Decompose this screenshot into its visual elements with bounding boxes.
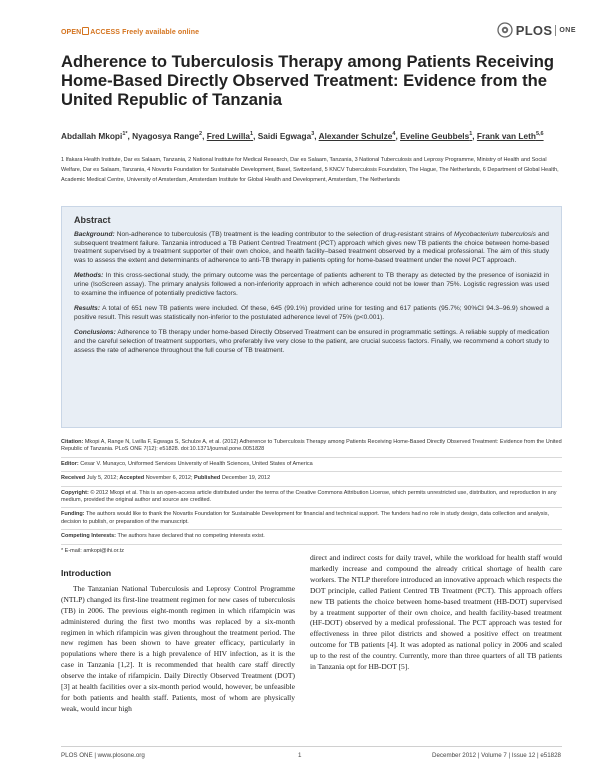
funding: Funding: The authors would like to thank the Novartis Foundation for Sustainable Development for financial and technical support. The funders had no role in study design, data collection and analysis, decision to publish, or preparation of the manuscript. xyxy=(61,508,562,530)
plos-one-logo xyxy=(497,22,576,38)
copyright: Copyright: © 2012 Mkopi et al. This is an open-access article distributed under the terms of the Creative Commons Attribution License, which permits unrestricted use, distribution, and reproduction in any medium, provided the original author and source are credited. xyxy=(61,487,562,509)
author-affiliation-mark: 5,6 xyxy=(535,131,544,137)
open-access-banner: OPEN ACCESS Freely available online xyxy=(61,29,200,36)
abstract-conclusions: Conclusions: Adherence to TB therapy under home-based Directly Observed Treatment can be ensured in programmatic settings. A reliable supply of medication and the careful selection of treatment supporters, who preferably live very close to the patient, are crucial success factors. Finally, we recommend a cohort study to assess the rate of adherence throughout the full course of TB treatment. xyxy=(74,329,550,354)
article-title: Adherence to Tuberculosis Therapy among Patients Receiving Home-Based Directly Observed Treatment: Evidence from the United Republic of Tanzania xyxy=(61,52,555,109)
article-metadata xyxy=(61,436,562,558)
author-name: Nyagosya Range$^2$ xyxy=(132,130,203,141)
abstract-methods: Methods: In this cross-sectional study, the primary outcome was the percentage of patients adherent to TB therapy as detected by the presence of isoniazid in urine (IsoScreen assay). The primary analysis followed a non-inferiority approach in which adherence could not be lower than 75%. Logistic regression was used to examine the influence of potentially predictive factors. xyxy=(74,272,549,297)
author-name[interactable]: Alexander Schulze$^4$ xyxy=(318,130,396,141)
abstract-results: Results: A total of 651 new TB patients were included. Of these, 645 (99.1%) provided urine for testing and 617 patients (95.7%; 90%CI 94.3–96.9) showed a positive result. This result was statistically non-inferior to the postulated adherence level of 75% (p<0.001). xyxy=(74,305,549,321)
author-name[interactable]: Fred Lwilla$^1$ xyxy=(206,130,254,141)
author-affiliation-mark: 4 xyxy=(392,131,396,137)
issue-info: December 2012 | Volume 7 | Issue 12 | e51828 xyxy=(432,752,561,759)
affiliations: 1 Ifakara Health Institute, Dar es Salaam, Tanzania, 2 National Institute for Medical Research, Dar es Salaam, Tanzania, 3 National Tuberculosis and Leprosy Programme, Ministry of Health and Social Welfare, Dar es Salaam, Tanzania, 4 Novartis Foundation for Sustainable Development, Basel, Switzerland, 5 KNCV Tuberculosis Foundation, The Hague, The Netherlands, 6 Department of Global Health, Academic Medical Centre, University of Amsterdam, Amsterdam Institute for Global Health and Development, Amsterdam, The Netherlands xyxy=(61,157,559,183)
author-name[interactable]: Frank van Leth$^{5,6}$ xyxy=(476,130,544,141)
dates: Received July 5, 2012; Accepted November 6, 2012; Published December 19, 2012 xyxy=(61,472,562,486)
one-wordmark: ONE xyxy=(559,26,576,34)
logo-divider xyxy=(555,25,556,36)
author-affiliation-mark: 2 xyxy=(199,131,203,137)
body-column-right xyxy=(310,553,562,673)
introduction-heading: Introduction xyxy=(61,568,112,578)
email-link[interactable]: amkopi@ihi.or.tz xyxy=(83,547,125,554)
plos-logo-icon xyxy=(497,22,513,38)
author-affiliation-mark: 1* xyxy=(122,131,128,137)
body-paragraph: The Tanzanian National Tuberculosis and Leprosy Control Programme (NTLP) changed its first-line treatment regimen for new cases of tuberculosis (TB) in 2006. The previous eight-month regimen in which rifampicin was administered during the first two months was replaced by a six-month regimen in which rifampicin was given throughout the treatment period. The new regimen has been shown to have greater efficacy, particularly in populations where there is a high prevalence of HIV infection, as it is the case in Tanzania [1,2]. It is recommended that health care staff directly observe the intake of rifampicin. Daily Directly Observed Treatment (DOT) [3] at health facilities over a six-month period would, however, be unfeasible for both patients and health staff. Patients, most of whom are physically weak, would incur high xyxy=(61,583,295,713)
open-lock-icon xyxy=(82,27,89,35)
page-number: 1 xyxy=(298,752,302,759)
abstract-background: Background: Non-adherence to tuberculosis (TB) treatment is the leading contributor to the selection of drug-resistant strains of Mycobacterium tuberculosis and subsequent treatment failure. Tanzania introduced a TB Patient Centred Treatment (PCT) approach which gives new TB patients the choice between home-based treatment supervised by a treatment supporter of their own choice, and health facility–based treatment observed by a medical professional. The aim of this study was to assess the extent and determinants of adherence to anti-TB therapy in patients opting for home-based treatment under the novel PCT approach. xyxy=(74,231,549,264)
abstract-box xyxy=(61,206,562,428)
editor: Editor: Cesar V. Munayco, Uniformed Services University of Health Sciences, United States of America xyxy=(61,458,562,472)
abstract-heading: Abstract xyxy=(74,215,111,225)
page-footer xyxy=(0,750,600,764)
author-affiliation-mark: 3 xyxy=(311,131,315,137)
competing-interests: Competing Interests: The authors have declared that no competing interests exist. xyxy=(61,530,562,544)
author-name[interactable]: Eveline Geubbels$^1$ xyxy=(400,130,473,141)
citation: Citation: Mkopi A, Range N, Lwilla F, Egwaga S, Schulze A, et al. (2012) Adherence to Tuberculosis Therapy among Patients Receiving Home-Based Directly Observed Treatment: Evidence from the United Republic of Tanzania. PLoS ONE 7(12): e51828. doi:10.1371/journal.pone.0051828 xyxy=(61,436,562,458)
email-line: * E-mail: amkopi@ihi.or.tz xyxy=(61,547,125,554)
journal-url[interactable]: PLOS ONE | www.plosone.org xyxy=(61,752,145,759)
body-paragraph: direct and indirect costs for daily travel, while the workload for health staff would markedly increase and compound the already critical shortage of health care workers. The NTLP therefore introduced an innovative approach which respects the DOT principle, called Patient Centred TB Treatment (PCT). This approach offers new TB patients the choice between home-based treatment (HB-DOT) supervised by a treatment supporter of their own choice, and health facility-based treatment (HF-DOT) observed by a medical professional. The PCT approach was tested for effectiveness in three pilot districts and showed a positive effect on treatment outcome for TB patients [4]. It was adopted as national policy in 2006 and scaled up to the rest of the country. Currently, more than three quarters of all TB patients in Tanzania opt for HB-DOT [5]. xyxy=(310,553,562,672)
plos-wordmark: PLOS xyxy=(515,22,553,38)
author-affiliation-mark: 1 xyxy=(250,131,254,137)
author-name: Saidi Egwaga$^3$ xyxy=(257,130,315,141)
author-affiliation-mark: 1 xyxy=(469,131,473,137)
author-list: Abdallah Mkopi$^{1*}$, Nyagosya Range$^2$, Fred Lwilla$^1$, Saidi Egwaga$^3$, Alexander Schulze$^4$, Eveline Geubbels$^1$, Frank van Leth$^{5,6}$ xyxy=(61,130,544,141)
footer-divider xyxy=(61,746,562,747)
body-column-left xyxy=(61,568,295,715)
author-name: Abdallah Mkopi$^{1*}$ xyxy=(61,130,128,141)
